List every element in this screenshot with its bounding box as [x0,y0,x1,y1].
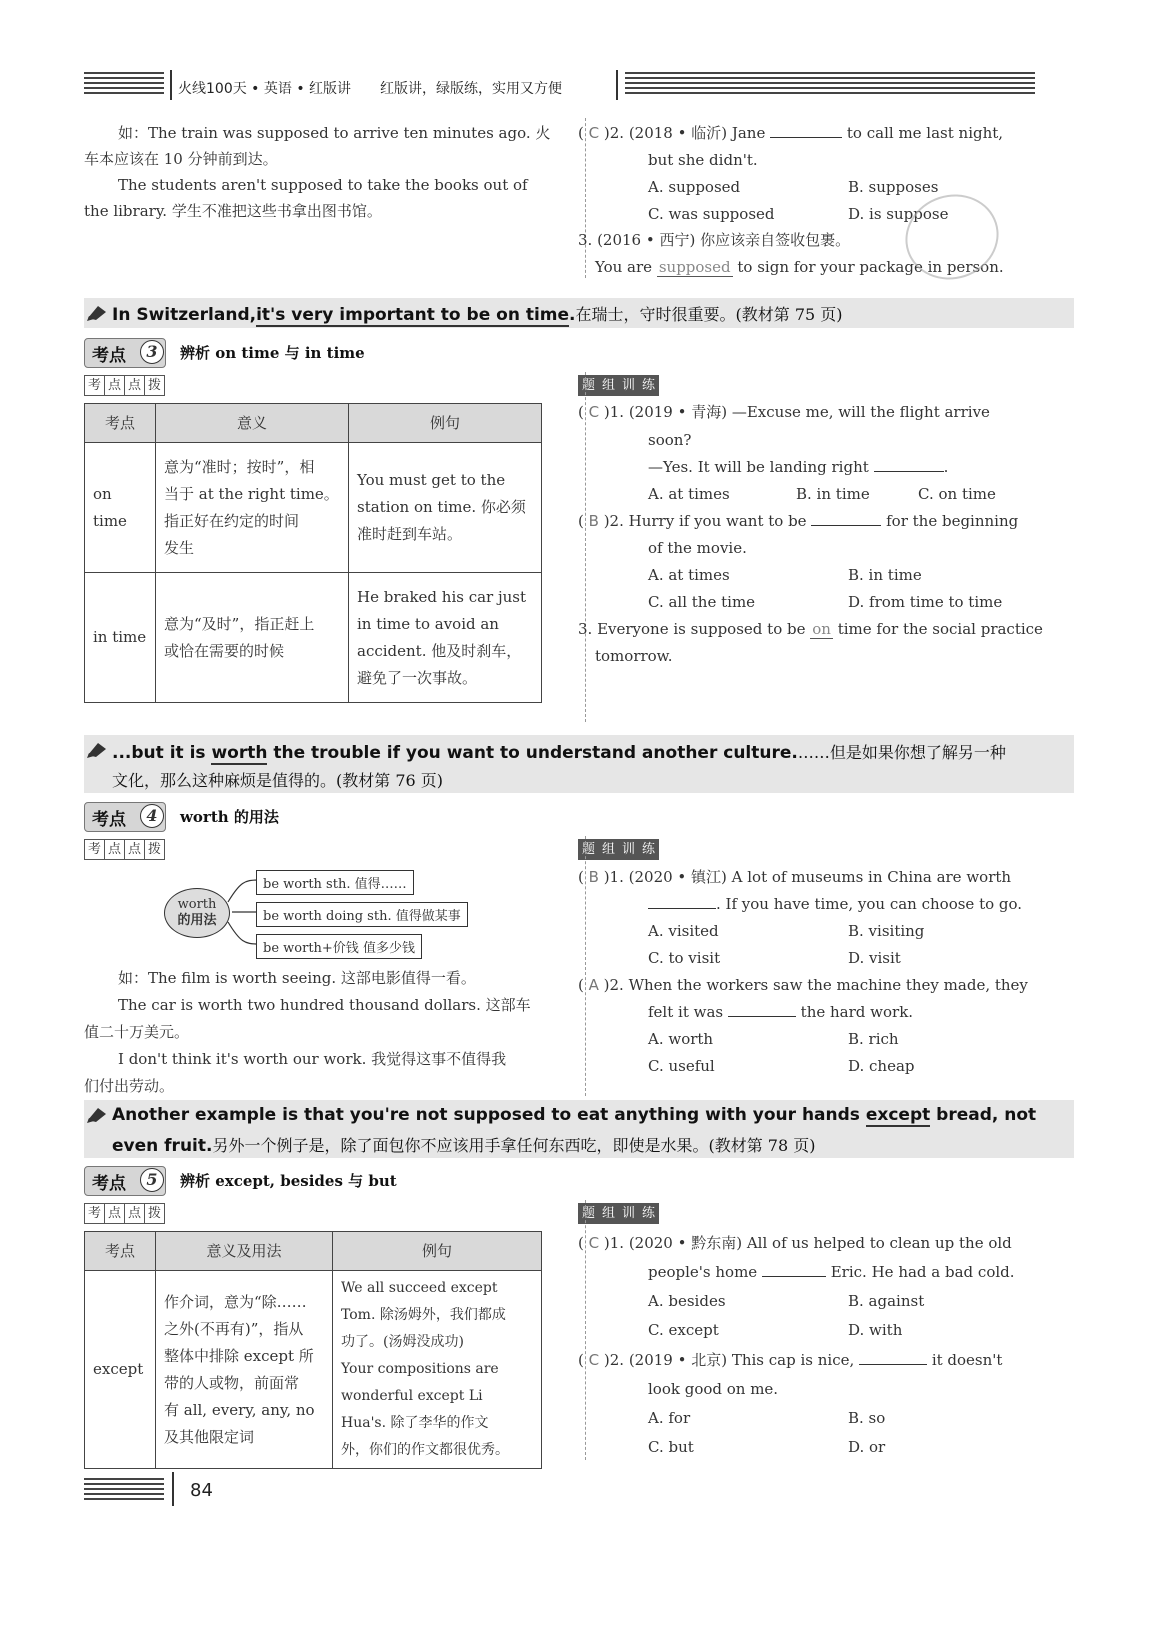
table-cell-example [333,1271,542,1469]
cell-line: 准时赶到车站。 [357,525,463,543]
question-stem: time for the social practice [837,620,1043,638]
answer-blank [762,1276,826,1277]
table-cell-term: except [85,1271,156,1469]
cell-line: 指正好在约定的时间 [164,511,300,530]
option: C. all the time [648,593,756,611]
option: D. from time to time [848,593,1003,611]
banner-en: In Switzerland, [112,305,257,325]
header-slogan: 红版讲，绿版练，实用又方便 [380,81,562,97]
table-header-row [85,404,542,443]
tag-tizu-xunlian [578,1203,658,1224]
option: A. for [648,1409,691,1427]
option: C. useful [648,1057,715,1075]
header-title: 火线100天 • 英语 • 红版讲 [178,81,352,97]
question-stem: of the movie. [648,539,747,557]
mindmap-center [164,888,230,938]
question-stem: 2. (2019 • 北京) This cap is nice, [609,1351,855,1369]
answer-blank [728,1016,796,1017]
option: C. except [648,1321,719,1339]
question-3: 3. (2016 • 西宁) 你应该亲自签收包裹。 [578,231,851,249]
tag-char: 考 [84,839,105,860]
question-stem: for the beginning [886,512,1019,530]
pen-icon [86,1106,108,1124]
tag-char: 题 [578,1203,599,1224]
question-stem: 1. (2020 • 镇江) A lot of museums in China are worth [609,868,1012,886]
cell-line: 发生 [164,538,195,557]
banner-cn: 另外一个例子是，除了面包你不应该用手拿任何东西吃，即使是水果。(教材第 78 页) [212,1136,816,1155]
tag-char: 训 [618,1203,639,1224]
cell-line: 当于 at the right time。 [164,484,339,503]
tag-char: 组 [598,375,619,396]
table-row [85,573,542,703]
option: C. to visit [648,949,721,967]
option: B. rich [848,1030,899,1048]
tag-char: 练 [638,375,659,396]
tag-char: 训 [618,839,639,860]
answer-mark: C [588,1234,600,1252]
section-3-table [84,403,542,703]
option: B. visiting [848,922,925,940]
cell-line: Hua's. 除了李华的作文 [341,1415,489,1431]
question-stem: look good on me. [648,1380,779,1398]
footer-divider [172,1472,174,1506]
question-2: ( A )2. When the workers saw the machine they made, they [578,976,1028,994]
question-stem-line [648,1262,1015,1282]
sentence-part: to sign for your package in person. [737,258,1004,276]
table-header: 例句 [349,404,542,443]
cell-line: 作介词，意为“除…… [164,1292,307,1311]
badge-label: 考点 [92,346,126,366]
badge-number: 5 [140,1168,164,1192]
cell-line: 避免了一次事故。 [357,668,478,687]
option: D. or [848,1438,886,1456]
question-stem: it doesn't [931,1351,1003,1369]
option: A. at times [648,566,730,584]
table-row [85,1271,542,1469]
table-cell-meaning [156,573,349,703]
cell-line: station on time. 你必须 [357,498,526,516]
cell-line: accident. 他及时刹车， [357,641,522,660]
banner-text-line-2 [112,1133,816,1156]
kaodian-3-badge [84,338,164,366]
tag-char: 组 [598,1203,619,1224]
table-cell-term: in time [85,573,156,703]
kaodian-4-badge [84,802,164,830]
text-line: 们付出劳动。 [84,1077,175,1095]
answer-blank [859,1364,927,1365]
answer-mark: A [588,976,599,994]
question-2: ( C )2. (2019 • 北京) This cap is nice, it doesn't [578,1351,1003,1369]
question-1: ( C )1. (2020 • 黔东南) All of us helped to clean up the old [578,1234,1012,1252]
text-line: 车本应该在 10 分钟前到达。 [84,150,278,168]
option: C. was supposed [648,205,775,223]
option: A. supposed [648,178,741,196]
tag-char: 点 [104,1203,125,1224]
question-stem: 3. Everyone is supposed to be [578,620,806,638]
mindmap-center-line: worth [177,897,217,912]
answer-blank [811,525,881,526]
table-cell-meaning [156,443,349,573]
footer-lines [84,1478,164,1503]
tag-char: 题 [578,839,599,860]
tag-char: 点 [104,375,125,396]
question-stem: . If you have time, you can choose to go. [716,895,1023,913]
banner-en: Another example is that you're not supposed to eat anything with your hands [112,1105,866,1125]
kaodian-5-badge [84,1166,164,1194]
option: B. in time [848,566,922,584]
tag-char: 点 [124,375,145,396]
question-stem: felt it was [648,1003,724,1021]
cell-line: 功了。(汤姆没成功) [341,1334,464,1350]
tag-char: 点 [104,839,125,860]
kaodian-4-title: worth 的用法 [180,808,279,826]
tag-tizu-xunlian [578,839,658,860]
badge-number: 4 [140,804,164,828]
banner-text [112,302,843,325]
tag-char: 拨 [144,839,165,860]
question-stem: people's home [648,1263,758,1281]
table-header: 考点 [85,1232,156,1271]
question-stem: but she didn't. [648,151,758,169]
banner-text [112,740,1006,763]
cell-line: 及其他限定词 [164,1427,255,1446]
answer-mark: C [588,1351,600,1369]
banner-text-line-2 [112,768,443,791]
text-line: The students aren't supposed to take the books out of [118,176,528,194]
cell-line: 整体中排除 except 所 [164,1346,314,1365]
text-line: the library. 学生不准把这些书拿出图书馆。 [84,202,382,220]
filled-answer: supposed [658,258,731,276]
filled-answer: on [812,620,831,638]
banner-en: bread, not [930,1105,1037,1125]
option: B. against [848,1292,925,1310]
column-divider [585,372,586,722]
question-stem: —Yes. It will be landing right [648,458,869,476]
question-3 [578,619,1043,639]
answer-mark: B [588,868,599,886]
option: D. cheap [848,1057,915,1075]
cell-line: in time to avoid an [357,614,499,633]
answer-mark: B [588,512,599,530]
tag-char: 点 [124,839,145,860]
tag-char: 训 [618,375,639,396]
mindmap-item: be worth+价钱 值多少钱 [256,934,422,959]
tag-char: 考 [84,1203,105,1224]
question-2: ( C )2. (2018 • 临沂) Jane to call me last night, [578,124,1004,142]
mindmap-item: be worth doing sth. 值得做某事 [256,902,468,927]
answer-blank [874,471,944,472]
text-line: The car is worth two hundred thousand dollars. 这部车 [118,996,531,1014]
option: B. in time [796,485,870,503]
cell-line: 意为“准时；按时”，相 [164,457,315,476]
tag-char: 练 [638,839,659,860]
option: D. with [848,1321,903,1339]
cell-line: 带的人或物，前面常 [164,1373,300,1392]
header-lines-right [625,72,1035,97]
question-stem: 2. Hurry if you want to be [609,512,807,530]
option: A. besides [648,1292,726,1310]
cell-line: 有 all, every, any, no [164,1400,315,1419]
question-stem: the hard work. [800,1003,914,1021]
cell-line: 之外(不再有)”，指从 [164,1319,304,1338]
section-5-table [84,1231,542,1469]
table-header: 考点 [85,404,156,443]
cell-line: Tom. 除汤姆外，我们都成 [341,1307,506,1323]
option: A. at times [648,485,730,503]
table-header: 例句 [333,1232,542,1271]
tag-kaodian-dianbo [84,375,164,396]
text-line: 如：The film is worth seeing. 这部电影值得一看。 [118,969,476,987]
page-number: 84 [190,1480,213,1501]
question-stem: to call me last night, [846,124,1004,142]
text-line: I don't think it's worth our work. 我觉得这事不值得我 [118,1050,507,1068]
banner-en-key: except [865,1105,931,1125]
header-lines-left [84,72,164,97]
table-header-row [85,1232,542,1271]
question-stem: soon? [648,431,692,449]
question-1: ( B )1. (2020 • 镇江) A lot of museums in China are worth [578,868,1012,886]
cell-line: 意为“及时”，指正赶上 [164,614,315,633]
badge-label: 考点 [92,1174,126,1194]
badge-number: 3 [140,340,164,364]
tag-char: 点 [124,1203,145,1224]
tag-kaodian-dianbo [84,839,164,860]
answer-blank [770,137,842,138]
option: C. but [648,1438,694,1456]
tag-tizu-xunlian [578,375,658,396]
question-1: ( C )1. (2019 • 青海) —Excuse me, will the flight arrive [578,403,990,421]
option: D. visit [848,949,901,967]
question-stem: 2. (2018 • 临沂) Jane [609,124,766,142]
cell-line: We all succeed except [341,1280,498,1296]
option: B. so [848,1409,886,1427]
question-stem: tomorrow. [595,647,673,665]
banner-en-key: it's very important to be on time [256,305,570,325]
question-stem-line [648,894,1022,914]
tag-kaodian-dianbo [84,1203,164,1224]
question-2: ( B )2. Hurry if you want to be for the beginning [578,512,1019,530]
header-divider-left [170,70,172,100]
header-divider-right [616,70,618,100]
tag-char: 拨 [144,1203,165,1224]
cell-line: Your compositions are [341,1361,499,1377]
banner-en: ...but it is [112,743,212,763]
table-header: 意义及用法 [156,1232,333,1271]
option: D. is suppose [848,205,949,223]
cell-line: wonderful except Li [341,1388,483,1404]
text-line: 如：The train was supposed to arrive ten minutes ago. 火 [118,124,551,142]
table-row [85,443,542,573]
section-5-banner [84,1100,1074,1158]
banner-en-key: worth [211,743,268,763]
option: B. supposes [848,178,939,196]
banner-cn: ……但是如果你想了解另一种 [797,743,1006,762]
banner-en: the trouble if you want to understand another culture. [267,743,798,763]
option: A. visited [648,922,719,940]
mindmap-item: be worth sth. 值得…… [256,870,414,895]
tag-char: 考 [84,375,105,396]
kaodian-5-title: 辨析 except, besides 与 but [180,1172,397,1190]
mindmap-center-line: 的用法 [177,913,217,928]
banner-cn: 在瑞士，守时很重要。(教材第 75 页) [575,305,843,324]
table-cell-meaning [156,1271,333,1469]
banner-en: . [569,305,576,325]
sentence-part: You are [595,258,653,276]
cell-line: 外，你们的作文都很优秀。 [341,1442,509,1458]
section-3-banner [84,298,1074,328]
answer-blank [648,908,716,909]
table-cell-term: on time [85,443,156,573]
text-line: 值二十万美元。 [84,1023,190,1041]
banner-cn: 文化，那么这种麻烦是值得的。(教材第 76 页) [112,771,444,790]
tag-char: 题 [578,375,599,396]
question-stem: 2. When the workers saw the machine they made, they [609,976,1028,994]
kaodian-3-title: 辨析 on time 与 in time [180,344,365,362]
answer-mark: C [588,124,600,142]
tag-char: 拨 [144,375,165,396]
cell-line: You must get to the [357,471,506,489]
answer-mark: C [588,403,600,421]
badge-label: 考点 [92,810,126,830]
table-cell-example [349,573,542,703]
question-stem: 1. (2020 • 黔东南) All of us helped to clean up the old [609,1234,1012,1252]
question-stem: Eric. He had a bad cold. [830,1263,1015,1281]
option: A. worth [648,1030,714,1048]
table-cell-example [349,443,542,573]
banner-text [112,1105,1036,1125]
question-stem-line: —Yes. It will be landing right . [648,458,949,476]
question-stem: 1. (2019 • 青海) —Excuse me, will the flight arrive [609,403,990,421]
question-stem-line [648,1002,913,1022]
cell-line: 或恰在需要的时候 [164,641,285,660]
tag-char: 练 [638,1203,659,1224]
pen-icon [86,741,108,759]
tag-char: 组 [598,839,619,860]
cell-line: He braked his car just [357,587,527,606]
option: C. on time [918,485,996,503]
banner-en: even fruit. [112,1136,213,1156]
section-4-banner [84,735,1074,793]
table-header: 意义 [156,404,349,443]
pen-icon [86,304,108,322]
